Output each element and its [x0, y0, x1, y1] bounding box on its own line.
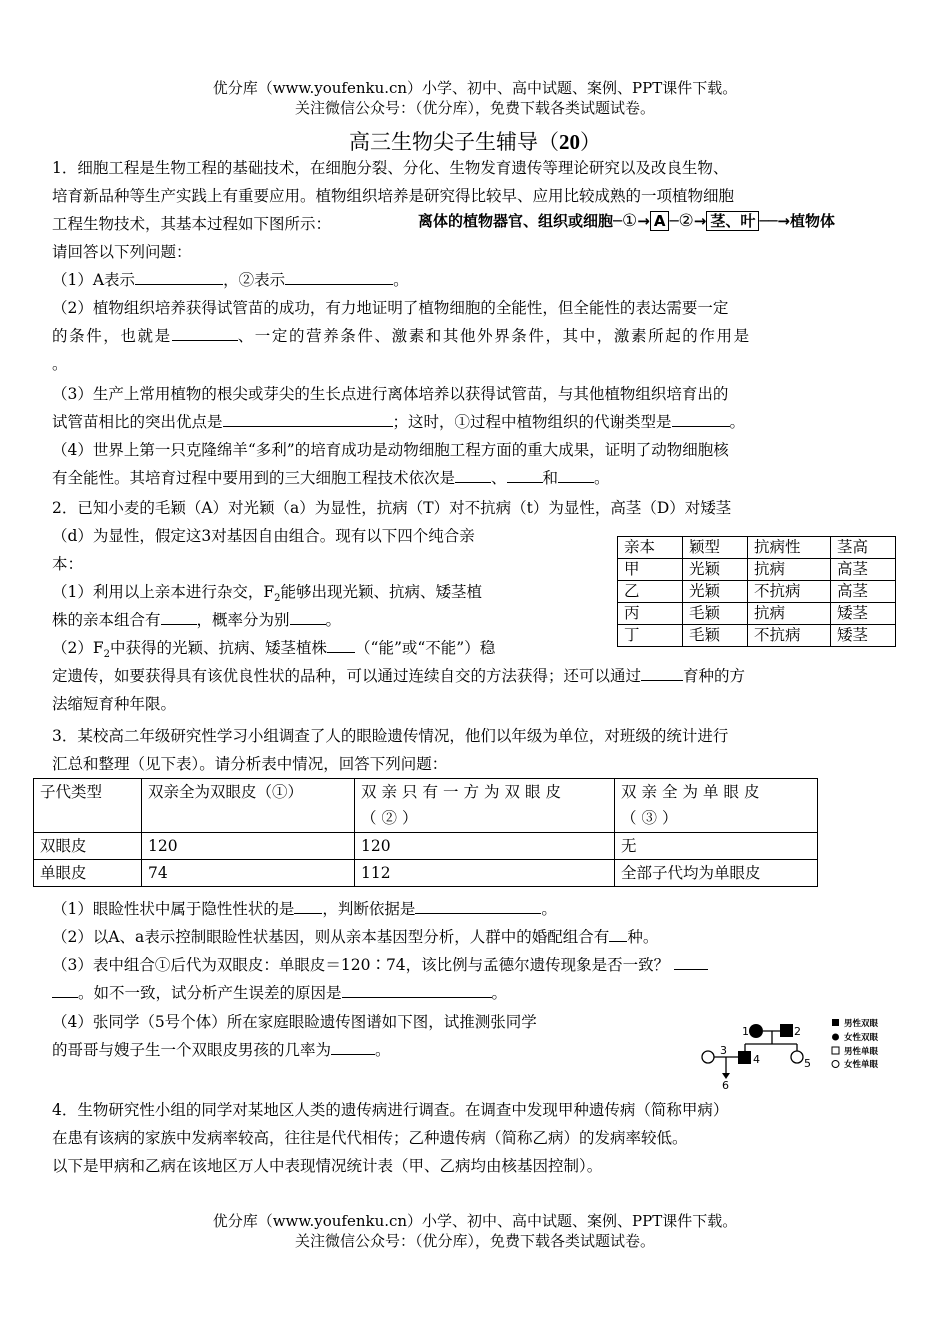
answer-blank[interactable]	[52, 982, 78, 998]
q3-line-2: 汇总和整理（见下表）。请分析表中情况，回答下列问题：	[52, 755, 448, 773]
filled-square-icon	[738, 1051, 751, 1064]
header-line-2: 关注微信公众号：（优分库），免费下载各类试题试卷。	[294, 99, 655, 117]
table-cell: 74	[142, 860, 355, 887]
table-cell: 抗病	[748, 603, 831, 625]
table-row	[618, 559, 896, 581]
legend-open-square-icon	[832, 1047, 839, 1054]
flow-start-label: 离体的植物器官、组织或细胞	[418, 212, 614, 230]
q3-sub-4-line-2: 的哥哥与嫂子生一个双眼皮男孩的几率为 。	[52, 1041, 391, 1059]
answer-blank[interactable]	[331, 1039, 375, 1055]
tissue-culture-flow-diagram	[418, 210, 835, 231]
answer-blank[interactable]	[672, 411, 730, 427]
table-header: 双亲只有一方为双眼皮 （②）	[355, 779, 615, 833]
q4-line-1: 4．生物研究性小组的同学对某地区人类的遗传病进行调查。在调查中发现甲种遗传病（简称甲病）	[52, 1101, 729, 1119]
q3-sub-4-line-1: （4）张同学（5号个体）所在家庭眼睑遗传图谱如下图，试推测张同学	[52, 1013, 537, 1031]
table-row	[34, 860, 818, 887]
table-header: 抗病性	[748, 537, 831, 559]
flow-step-2: ②	[678, 211, 694, 231]
q2-line-2: （d）为显性，假定这3对基因自由组合。现有以下四个纯合亲	[52, 527, 475, 545]
table-cell: 120	[355, 833, 615, 860]
answer-blank[interactable]	[161, 609, 197, 625]
q4-line-2: 在患有该病的家族中发病率较高，往往是代代相传；乙种遗传病（简称乙病）的发病率较低。	[52, 1129, 688, 1147]
table-header-row	[618, 537, 896, 559]
pedigree-num-3: 3	[720, 1044, 727, 1057]
q2-line-1: 2．已知小麦的毛颖（A）对光颖（a）为显性，抗病（T）对不抗病（t）为显性，高茎（D）对矮茎	[52, 499, 732, 517]
flow-box-a: A	[650, 211, 670, 231]
table-row	[34, 833, 818, 860]
table-cell: 光颖	[683, 559, 748, 581]
q3-sub-1: （1）眼睑性状中属于隐性性状的是 ，判断依据是 。	[52, 900, 557, 918]
footer	[0, 1211, 950, 1251]
arrow-icon: ──→	[759, 212, 790, 230]
q1-sub-4-line-1: （4）世界上第一只克隆绵羊“多利”的培育成功是动物细胞工程方面的重大成果，证明了动物细胞核	[52, 441, 729, 459]
page-title: 高三生物尖子生辅导（20）	[349, 130, 601, 154]
answer-blank[interactable]	[327, 637, 355, 653]
table-cell: 甲	[618, 559, 683, 581]
q2-sub-1-line-2: 株的亲本组合有 ，概率分为别 。	[52, 611, 342, 629]
table-cell: 无	[615, 833, 818, 860]
footer-line-2: 关注微信公众号：（优分库），免费下载各类试题试卷。	[294, 1232, 655, 1250]
table-cell: 不抗病	[748, 581, 831, 603]
arrow-icon: →	[693, 212, 707, 230]
legend-filled-circle-icon	[832, 1034, 839, 1041]
table-header: 双亲全为单眼皮 （③）	[615, 779, 818, 833]
table-cell: 高茎	[831, 559, 896, 581]
q1-sub-2-line-1: （2）植物组织培养获得试管苗的成功，有力地证明了植物细胞的全能性，但全能性的表达需要一定	[52, 299, 729, 317]
table-cell: 乙	[618, 581, 683, 603]
table-header: 子代类型	[34, 779, 142, 833]
flow-end-label: 植物体	[790, 212, 836, 230]
table-row	[618, 625, 896, 647]
pedigree-num-4: 4	[753, 1053, 760, 1066]
q1-sub-2-line-2: 的条件，也就是 、一定的营养条件、激素和其他外界条件，其中，激素所起的作用是	[52, 327, 751, 345]
table-cell: 矮茎	[831, 603, 896, 625]
table-cell: 丙	[618, 603, 683, 625]
q2-sub-2-line-3: 法缩短育种年限。	[52, 695, 177, 713]
q1-sub-3-line-1: （3）生产上常用植物的根尖或芽尖的生长点进行离体培养以获得试管苗，与其他植物组织培育出的	[52, 385, 729, 403]
table-header: 颖型	[683, 537, 748, 559]
table-row	[618, 603, 896, 625]
q2-sub-1-line-1: （1）利用以上亲本进行杂交，$F_2$能够出现光颖、抗病、矮茎植	[52, 583, 483, 605]
parent-traits-table	[617, 536, 896, 647]
q1-sub-2-line-3: 。	[52, 355, 68, 373]
filled-circle-icon	[749, 1024, 763, 1038]
open-circle-icon	[702, 1051, 714, 1063]
arrow-icon: →	[637, 212, 650, 230]
q1-sub-1: （1）A表示 ，②表示 。	[52, 271, 409, 289]
answer-blank[interactable]	[135, 269, 223, 285]
pedigree-num-1: 1	[742, 1025, 749, 1038]
eyelid-statistics-table	[33, 778, 818, 887]
answer-blank[interactable]	[172, 325, 238, 341]
header	[0, 78, 950, 118]
table-cell: 矮茎	[831, 625, 896, 647]
answer-blank[interactable]	[415, 898, 541, 914]
answer-blank[interactable]	[290, 609, 326, 625]
table-cell: 毛颖	[683, 603, 748, 625]
legend-label: 女性单眼	[844, 1060, 879, 1070]
answer-blank[interactable]	[674, 954, 708, 970]
answer-blank[interactable]	[285, 269, 393, 285]
legend-filled-square-icon	[832, 1019, 839, 1026]
header-line-1: 优分库（www.youfenku.cn）小学、初中、高中试题、案例、PPT课件下载。	[212, 79, 738, 97]
arrow-icon: ─	[613, 212, 623, 230]
flow-box-stem-leaf: 茎、叶	[706, 211, 759, 231]
q1-line-2: 培育新品种等生产实践上有重要应用。植物组织培养是研究得比较早、应用比较成熟的一项植物细胞	[52, 187, 735, 205]
table-cell: 光颖	[683, 581, 748, 603]
table-cell: 全部子代均为单眼皮	[615, 860, 818, 887]
answer-blank[interactable]	[455, 467, 491, 483]
table-cell: 120	[142, 833, 355, 860]
q2-line-3: 本：	[52, 555, 84, 573]
legend-label: 男性单眼	[844, 1047, 879, 1057]
pedigree-num-5: 5	[804, 1057, 811, 1070]
q1-line-4: 请回答以下列问题：	[52, 243, 192, 261]
table-cell: 高茎	[831, 581, 896, 603]
q3-sub-3-line-1: （3）表中组合①后代为双眼皮：单眼皮＝120∶74，该比例与孟德尔遗传现象是否一致？	[52, 953, 708, 977]
answer-blank[interactable]	[223, 411, 393, 427]
arrow-icon: ─	[669, 212, 679, 230]
q2-sub-2-line-1: $(2)F_2$中获得的光颖、抗病、矮茎植株 （“能”或“不能”）稳	[52, 639, 496, 661]
table-cell: 双眼皮	[34, 833, 142, 860]
q2-sub-2-line-2: 定遗传，如要获得具有该优良性状的品种，可以通过连续自交的方法获得；还可以通过 育种的方	[52, 667, 746, 685]
q4-line-3: 以下是甲病和乙病在该地区万人中表现情况统计表（甲、乙病均由核基因控制）。	[52, 1157, 603, 1175]
answer-blank[interactable]	[294, 898, 322, 914]
table-header-row	[34, 779, 818, 833]
q3-sub-2: （2）以A、a表示控制眼睑性状基因，则从亲本基因型分析，人群中的婚配组合有 种。	[52, 928, 659, 946]
q1-line-3: 工程生物技术，其基本过程如下图所示：	[52, 215, 332, 233]
table-row	[618, 581, 896, 603]
flow-step-1: ①	[622, 211, 638, 231]
table-header: 亲本	[618, 537, 683, 559]
q1-sub-4-line-2: 有全能性。其培育过程中要用到的三大细胞工程技术依次是 、 和 。	[52, 469, 610, 487]
pedigree-num-6: 6	[722, 1079, 729, 1090]
answer-blank[interactable]	[507, 467, 543, 483]
table-header: 双亲全为双眼皮（①）	[142, 779, 355, 833]
legend-label: 女性双眼	[844, 1033, 879, 1043]
answer-blank[interactable]	[641, 665, 683, 681]
legend-label: 男性双眼	[844, 1019, 879, 1029]
q3-sub-3-line-2: 。如不一致，试分析产生误差的原因是 。	[52, 981, 507, 1005]
table-cell: 丁	[618, 625, 683, 647]
table-header: 茎高	[831, 537, 896, 559]
answer-blank[interactable]	[342, 982, 492, 998]
answer-blank[interactable]	[558, 467, 594, 483]
pedigree-num-2: 2	[794, 1025, 801, 1038]
q1-sub-3-line-2: 试管苗相比的突出优点是 ；这时，①过程中植物组织的代谢类型是 。	[52, 413, 746, 431]
footer-line-1: 优分库（www.youfenku.cn）小学、初中、高中试题、案例、PPT课件下载。	[212, 1212, 738, 1230]
q1-line-1: 1．细胞工程是生物工程的基础技术，在细胞分裂、分化、生物发育遗传等理论研究以及改良生物、	[52, 159, 729, 177]
answer-blank[interactable]	[609, 926, 627, 942]
pedigree-chart	[700, 1015, 900, 1090]
open-circle-icon	[791, 1051, 803, 1063]
table-cell: 112	[355, 860, 615, 887]
q3-line-1: 3．某校高二年级研究性学习小组调查了人的眼睑遗传情况，他们以年级为单位，对班级的统计进行	[52, 727, 729, 745]
table-cell: 毛颖	[683, 625, 748, 647]
filled-square-icon	[780, 1024, 793, 1037]
legend-open-circle-icon	[832, 1061, 839, 1068]
table-cell: 抗病	[748, 559, 831, 581]
table-cell: 单眼皮	[34, 860, 142, 887]
table-cell: 不抗病	[748, 625, 831, 647]
